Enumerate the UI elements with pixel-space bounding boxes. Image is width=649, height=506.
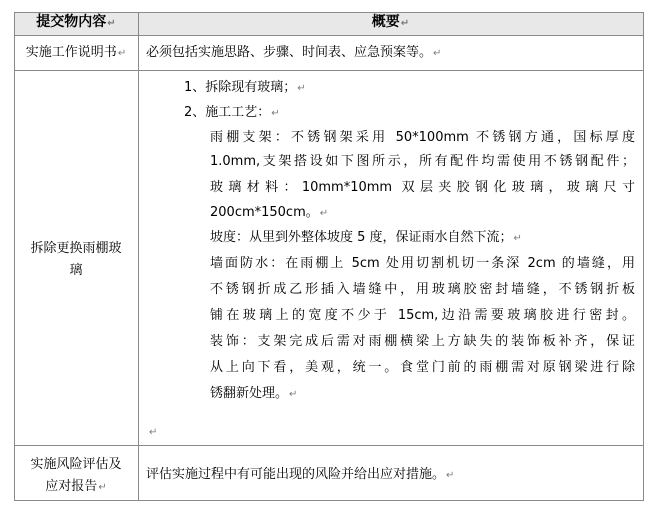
row-divider (14, 70, 644, 71)
body-line: 玻璃材料：10mm*10mm 双层夹胶钢化玻璃，玻璃尺寸 (210, 180, 635, 195)
row-label: 实施风险评估及 应对报告↵ (30, 457, 122, 494)
table-border-right (643, 12, 644, 501)
table-border-bottom (14, 500, 644, 501)
row-label: 拆除更换雨棚玻 璃 (30, 241, 122, 278)
body-line: 200cm*150cm。↵ (210, 205, 329, 220)
body-line: 不锈钢折成乙形插入墙缝中，用玻璃胶密封墙缝，不锈钢折板 (210, 282, 635, 297)
body-line: 从上向下看，美观，统一。食堂门前的雨棚需对原钢梁进行除 (210, 360, 635, 375)
body-line: 1.0mm,支架搭设如下图所示，所有配件均需使用不锈钢配件； (210, 154, 635, 169)
body-line: 装饰：支架完成后需对雨棚横梁上方缺失的装饰板补齐，保证 (210, 334, 635, 349)
row-content: 评估实施过程中有可能出现的风险并给出应对措施。↵ (146, 467, 455, 482)
body-line: 坡度：从里到外整体坡度 5 度，保证雨水自然下流；↵ (210, 230, 522, 245)
header-col-summary: 概要↵ (371, 14, 410, 30)
body-line: 锈翻新处理。↵ (210, 386, 298, 401)
empty-paragraph-mark: ↵ (149, 427, 158, 438)
header-col-content: 提交物内容↵ (36, 14, 116, 30)
body-line: 雨棚支架：不锈钢架采用 50*100mm 不锈钢方通，国标厚度 (210, 130, 635, 145)
submission-table (14, 12, 644, 501)
row-divider (14, 445, 644, 446)
column-divider (138, 12, 139, 501)
list-item: 1、拆除现有玻璃；↵ (184, 80, 306, 95)
row-content: 必须包括实施思路、步骤、时间表、应急预案等。↵ (146, 45, 442, 60)
row-label: 实施工作说明书↵ (25, 45, 127, 60)
body-line: 墙面防水：在雨棚上 5cm 处用切割机切一条深 2cm 的墙缝，用 (210, 256, 635, 271)
header-divider (14, 35, 644, 36)
table-border-top (14, 12, 644, 13)
list-item: 2、施工工艺：↵ (184, 105, 280, 120)
body-line: 铺在玻璃上的宽度不少于 15cm,边沿需要玻璃胶进行密封。 (210, 308, 635, 323)
